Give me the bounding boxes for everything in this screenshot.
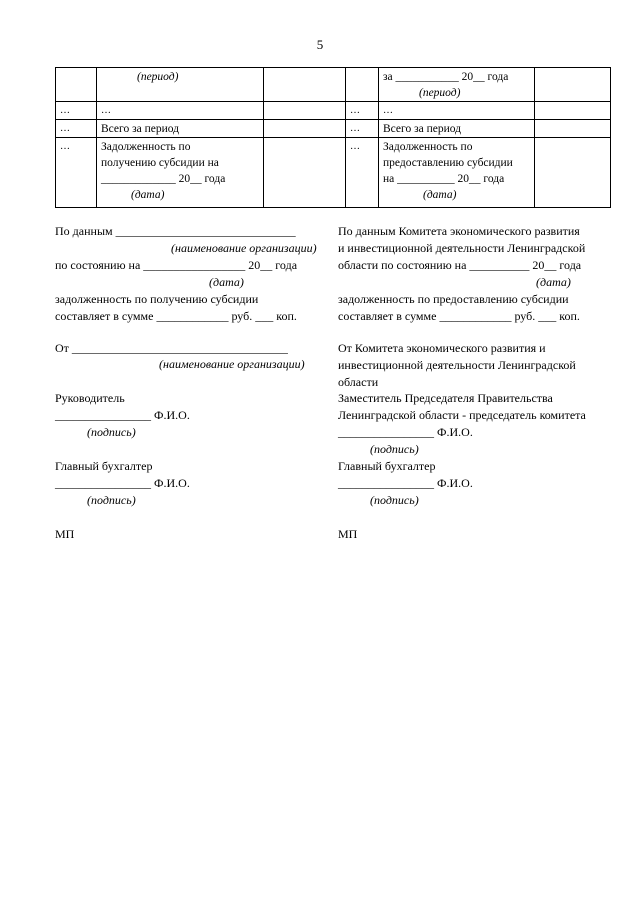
ellipsis: … [346, 102, 379, 120]
head-title: Заместитель Председателя Правительства [338, 391, 553, 405]
ellipsis: … [56, 138, 97, 208]
left-by-data-line: По данным ______________________________ [55, 224, 296, 238]
left-debt-line: задолженность по получению субсидии [55, 292, 259, 306]
stamp-place: МП [338, 527, 358, 541]
accountant-signature-line: ________________ Ф.И.О. [338, 476, 473, 490]
debt-text: получению субсидии на [101, 157, 219, 169]
ellipsis: … [346, 138, 379, 208]
right-amount-line: составляет в сумме ____________ руб. ___ коп. [338, 309, 580, 323]
stamp-place: МП [55, 527, 75, 541]
total-label: Всего за период [379, 120, 535, 138]
period-line: за ___________ 20__ года [383, 71, 509, 83]
left-from-line: От ____________________________________ [55, 341, 288, 355]
left-amount-line: составляет в сумме ____________ руб. ___ коп. [55, 309, 297, 323]
date-label: (дата) [209, 275, 244, 289]
ellipsis: … [97, 102, 264, 120]
ellipsis: … [56, 120, 97, 138]
debt-text: Задолженность по [383, 141, 473, 153]
signature-label: (подпись) [87, 493, 136, 507]
right-from-line: области [338, 375, 379, 389]
period-label: (период) [137, 71, 179, 83]
debt-text: _____________ 20__ года [101, 173, 226, 185]
left-column [55, 0, 325, 905]
page-number: 5 [316, 37, 324, 52]
right-debt-line: задолженность по предоставлению субсидии [338, 292, 569, 306]
head-signature-line: ________________ Ф.И.О. [338, 425, 473, 439]
debt-text: Задолженность по [101, 141, 191, 153]
period-label: (период) [419, 87, 461, 99]
right-by-data-line: По данным Комитета экономического развития [338, 224, 580, 238]
accountant-title: Главный бухгалтер [338, 459, 436, 473]
right-as-of-line: области по состоянию на __________ 20__ года [338, 258, 582, 272]
right-by-data-line: и инвестиционной деятельности Ленинградской [338, 241, 586, 255]
date-label: (дата) [423, 189, 457, 201]
head-signature-line: ________________ Ф.И.О. [55, 408, 190, 422]
date-label: (дата) [131, 189, 165, 201]
debt-text: на __________ 20__ года [383, 173, 505, 185]
signature-label: (подпись) [87, 425, 136, 439]
ellipsis: … [56, 102, 97, 120]
head-title: Ленинградской области - председатель комитета [338, 408, 586, 422]
head-title: Руководитель [55, 391, 125, 405]
accountant-signature-line: ________________ Ф.И.О. [55, 476, 190, 490]
org-name-label: (наименование организации) [171, 241, 317, 255]
date-label: (дата) [536, 275, 571, 289]
debt-text: предоставлению субсидии [383, 157, 513, 169]
org-name-label: (наименование организации) [159, 357, 305, 371]
total-label: Всего за период [97, 120, 264, 138]
right-from-line: инвестиционной деятельности Ленинградской [338, 358, 576, 372]
signature-label: (подпись) [370, 442, 419, 456]
ellipsis: … [379, 102, 535, 120]
right-column [338, 0, 610, 905]
left-as-of-line: по состоянию на _________________ 20__ года [55, 258, 298, 272]
right-from-line: От Комитета экономического развития и [338, 341, 546, 355]
accountant-title: Главный бухгалтер [55, 459, 153, 473]
ellipsis: … [346, 120, 379, 138]
signature-label: (подпись) [370, 493, 419, 507]
